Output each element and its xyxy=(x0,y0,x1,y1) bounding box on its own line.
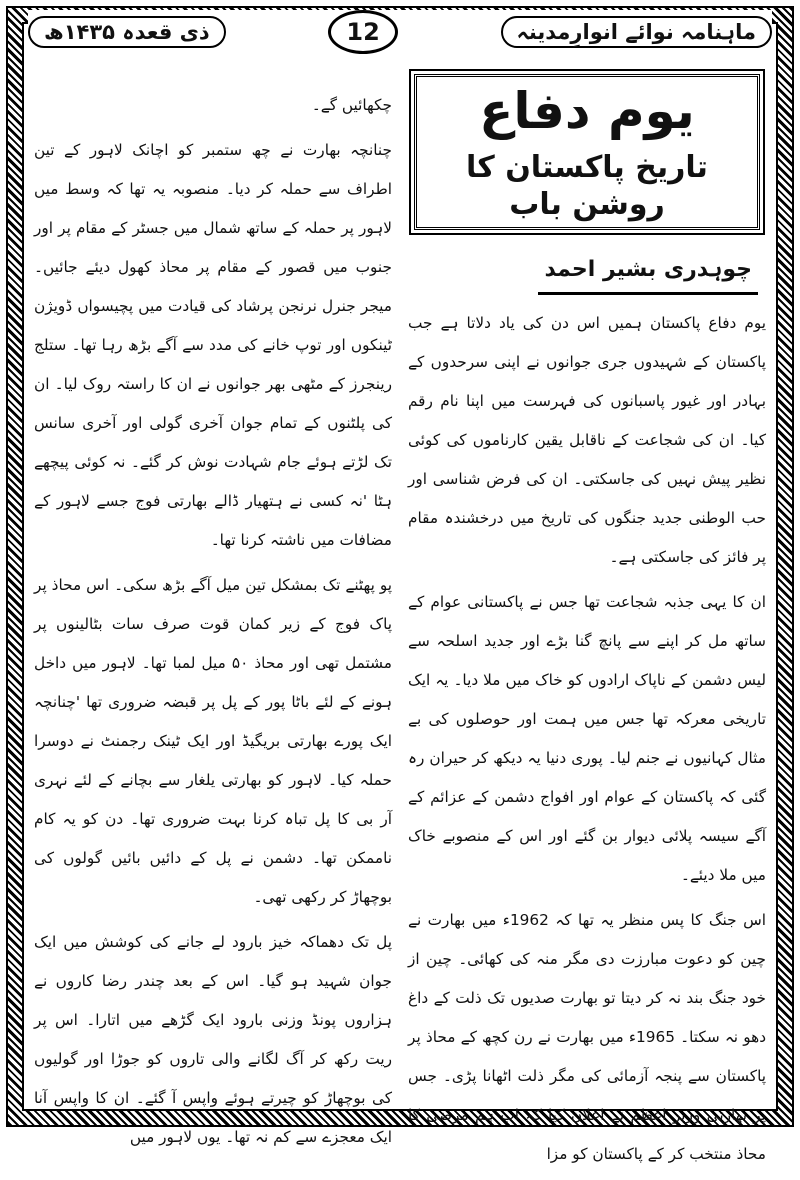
magazine-name: ماہنامہ نوائے انوارِمدینہ xyxy=(501,16,772,48)
page-number: 12 xyxy=(328,10,398,54)
page-header xyxy=(28,10,772,54)
right-column xyxy=(408,68,766,1180)
article-title-box xyxy=(414,74,760,230)
paragraph: یوم دفاع پاکستان ہمیں اس دن کی یاد دلاتا ہے جب پاکستان کے شہیدوں جری جوانوں نے اپنی سرحدوں کے بہادر اور غیور پاسبانوں کی فہرست میں اپنا نام رقم کیا۔ ان کی شجاعت کے ناقابل یقین کارناموں کی کوئی نظیر پیش نہیں کی جاسکتی۔ ان کی فرض شناسی اور حب الوطنی جدید جنگوں کی تاریخ میں درخشندہ مقام پر فائز کی جاسکتی ہے۔ xyxy=(408,314,766,566)
paragraph: پل تک دھماکہ خیز بارود لے جانے کی کوشش میں ایک جوان شہید ہو گیا۔ اس کے بعد چندر رضا کاروں نے ہزاروں پونڈ وزنی بارود ایک گڑھے میں اتارا۔ اس پر ریت رکھ کر آگ لگانے والی تاروں کو جوڑا اور گولیوں کی بوچھاڑ کو چیرتے ہوئے واپس آ گئے۔ ان کا واپس آنا ایک معجزے سے کم نہ تھا۔ یوں لاہور میں xyxy=(34,933,392,1146)
author-line xyxy=(408,250,766,300)
article-subtitle: تاریخ پاکستان کا روشن باب xyxy=(466,149,708,223)
left-column xyxy=(34,86,392,1163)
paragraph: پو پھٹنے تک بمشکل تین میل آگے بڑھ سکی۔ اس محاذ پر پاک فوج کے زیر کمان قوت صرف سات بٹالینوں پر مشتمل تھی اور محاذ ۵۰ میل لمبا تھا۔ لاہور میں داخل ہونے کے لئے باٹا پور کے پل پر قبضہ ضروری تھا 'چنانچہ ایک پورے بھارتی بریگیڈ اور ایک ٹینک رجمنٹ نے دوسرا حملہ کیا۔ لاہور کو بھارتی یلغار سے بچانے کے لئے نہری آر بی کا پل تباہ کرنا بہت ضروری تھا۔ دن کو یہ کام ناممکن تھا۔ دشمن نے پل کے دائیں بائیں گولوں کی بوچھاڑ کر رکھی تھی۔ xyxy=(34,576,392,906)
paragraph: چنانچہ بھارت نے چھ ستمبر کو اچانک لاہور کے تین اطراف سے حملہ کر دیا۔ منصوبہ یہ تھا کہ وسط میں لاہور پر حملہ کے ساتھ شمال میں جسٹر کے مقام پر اور جنوب میں قصور کے مقام پر محاذ کھول دیئے جائیں۔ میجر جنرل نرنجن پرشاد کی قیادت میں پچیسواں ڈویژن ٹینکوں اور توپ خانے کی مدد سے آگے بڑھ رہا تھا۔ ستلج رینجرز کے مٹھی بھر جوانوں نے ان کا راستہ روک لیا۔ ان کی پلٹنوں کے تمام جوان آخری گولی اور آخری سانس تک لڑتے ہوئے جام شہادت نوش کر گئے۔ نہ کوئی پیچھے ہٹا 'نہ کسی نے ہتھیار ڈالے بھارتی فوج جسے لاہور کے مضافات میں ناشتہ کرنا تھا۔ xyxy=(34,141,392,549)
article-author: چوہدری بشیر احمد xyxy=(538,252,758,295)
paragraph: اس جنگ کا پس منظر یہ تھا کہ 1962ء میں بھارت نے چین کو دعوت مبارزت دی مگر منہ کی کھائی۔ چین از خود جنگ بند نہ کر دیتا تو بھارت صدیوں تک ذلت کے داغ دھو نہ سکتا۔ 1965ء میں بھارت نے رن کچھ کے محاذ پر پاکستان سے پنجہ آزمائی کی مگر ذلت اٹھانا پڑی۔ جس پر بھارتی وزیر اعظم نے اعلان کیا کہ اب ہم مرضی کا محاذ منتخب کر کے پاکستان کو مزا xyxy=(408,911,767,1163)
article-title: یوم دفاع xyxy=(479,82,695,141)
issue-date: ذی قعدہ ۱۴۳۵ھ xyxy=(28,16,226,48)
paragraph: ان کا یہی جذبہ شجاعت تھا جس نے پاکستانی عوام کے ساتھ مل کر اپنے سے پانچ گنا بڑے اور جدید اسلحہ سے لیس دشمن کے ناپاک ارادوں کو خاک میں ملا دیا۔ یہ ایک تاریخی معرکہ تھا جس میں ہمت اور حوصلوں کی بے مثال کہانیوں نے جنم لیا۔ پوری دنیا یہ دیکھ کر حیران رہ گئی کہ پاکستان کے عوام اور افواج دشمن کے عزائم کے آگے سیسہ پلائی دیوار بن گئے اور اس کے منصوبے خاک میں ملا دیئے۔ xyxy=(408,593,766,884)
paragraph: چکھائیں گے۔ xyxy=(311,96,392,114)
